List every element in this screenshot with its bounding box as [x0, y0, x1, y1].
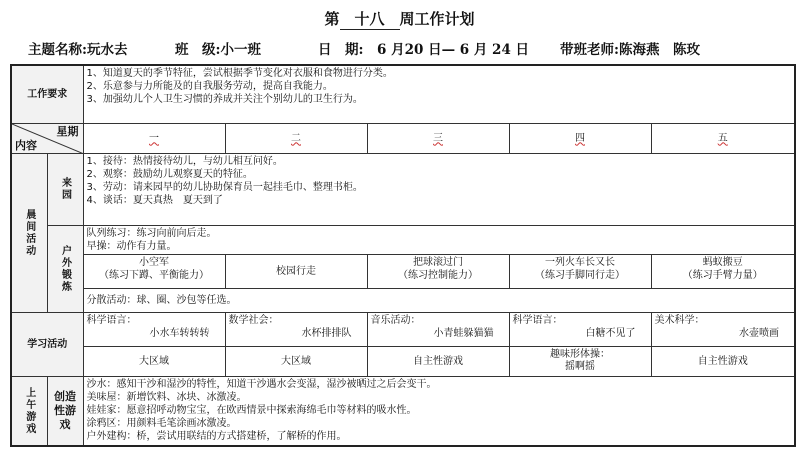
- outdoor-free-play: 分散活动：球、圈、沙包等任选。: [83, 288, 795, 312]
- week-number: 十八: [340, 8, 400, 30]
- game-item: 沙水：感知干沙和湿沙的特性，知道干沙遇水会变湿，湿沙被晒过之后会变干。: [86, 378, 437, 390]
- outdoor-activity: 蚂蚁搬豆 （练习手臂力量）: [651, 254, 795, 288]
- arrival-item: 4、谈话：夏天真热 夏天到了: [86, 194, 223, 206]
- morning-label: 晨间活动: [11, 153, 47, 312]
- corner-cell: [11, 123, 83, 153]
- study-lesson: 科学语言： 白糖不见了: [509, 312, 651, 346]
- weekday-header-row: [11, 123, 795, 153]
- outdoor-free-row: [11, 288, 795, 312]
- games-label: 上午游戏: [11, 376, 47, 446]
- outdoor-activities-row: [11, 254, 795, 288]
- plan-title: [0, 8, 799, 30]
- outdoor-activity: 一列火车长又长 （练习手脚同行走）: [509, 254, 651, 288]
- arrival-item: 3、劳动：请来园早的幼儿协助保育员一起挂毛巾、整理书柜。: [86, 181, 363, 193]
- game-item: 户外建构：桥，尝试用联结的方式搭建桥，了解桥的作用。: [86, 430, 347, 442]
- outdoor-activity: 小空军 （练习下蹲、平衡能力）: [83, 254, 225, 288]
- date-value: 6 月20 日— 6 月 24 日: [376, 42, 530, 58]
- date-field: 日 期: 6 月20 日— 6 月 24 日: [318, 42, 530, 58]
- day-thursday: 四: [509, 123, 651, 153]
- outdoor-drill: 队列练习：练习向前向后走。 早操：动作有力量。: [83, 225, 795, 254]
- study-label: 学习活动: [11, 312, 83, 376]
- study-area: 大区域: [225, 346, 367, 376]
- game-item: 娃娃家：愿意招呼动物宝宝，在欧西情景中探索海绵毛巾等材料的吸水性。: [86, 404, 417, 416]
- requirements-label: 工作要求: [11, 65, 83, 123]
- creative-games-label: 创造性游戏: [47, 376, 83, 446]
- arrival-row: [11, 153, 795, 225]
- study-lesson: 科学语言： 小水车转转转: [83, 312, 225, 346]
- class-value: 小一班: [220, 42, 261, 58]
- title-prefix: 第: [324, 10, 340, 28]
- study-lesson: 数学社会： 水杯排排队: [225, 312, 367, 346]
- theme-field: 主题名称:玩水去: [28, 42, 128, 58]
- study-lesson: 音乐活动： 小青蛙躲猫猫: [367, 312, 509, 346]
- day-monday: 一: [83, 123, 225, 153]
- study-area: 趣味形体操： 摇啊摇: [509, 346, 651, 376]
- requirement-item: 1、知道夏天的季节特征，尝试根据季节变化对衣服和食物进行分类。: [86, 68, 393, 79]
- games-content: [83, 376, 795, 446]
- weekly-plan-table: [10, 64, 796, 447]
- study-area: 自主性游戏: [651, 346, 795, 376]
- games-row: [11, 376, 795, 446]
- requirement-item: 2、乐意参与力所能及的自我服务劳动，提高自我能力。: [86, 81, 333, 92]
- teacher-names: 陈海燕 陈玫: [618, 42, 700, 58]
- outdoor-drill-row: [11, 225, 795, 254]
- arrival-item: 1、接待：热情接待幼儿，与幼儿相互问好。: [86, 155, 283, 167]
- day-tuesday: 二: [225, 123, 367, 153]
- corner-content-label: 内容: [15, 138, 37, 152]
- requirements-content: [83, 65, 795, 123]
- outdoor-activity: 校园行走: [225, 254, 367, 288]
- study-areas-row: [11, 346, 795, 376]
- game-item: 美味屋：新增饮料、冰块、冰激凌。: [86, 391, 247, 403]
- arrival-content: [83, 153, 795, 225]
- title-suffix: 周工作计划: [399, 10, 475, 28]
- study-area: 大区域: [83, 346, 225, 376]
- arrival-label: 来园: [47, 153, 83, 225]
- requirement-item: 3、加强幼儿个人卫生习惯的养成并关注个别幼儿的卫生行为。: [86, 94, 363, 105]
- arrival-item: 2、观察：鼓励幼儿观察夏天的特征。: [86, 168, 253, 180]
- day-friday: 五: [651, 123, 795, 153]
- study-lessons-row: [11, 312, 795, 346]
- outdoor-activity: 把球滚过门 （练习控制能力）: [367, 254, 509, 288]
- day-wednesday: 三: [367, 123, 509, 153]
- game-item: 涂鸦区：用颜料毛笔涂画冰激凌。: [86, 417, 237, 429]
- corner-weekday-label: 星期: [56, 124, 79, 138]
- study-area: 自主性游戏: [367, 346, 509, 376]
- outdoor-label: 户外锻炼: [47, 225, 83, 312]
- teacher-field: 带班老师:陈海燕 陈玫: [560, 42, 700, 58]
- class-field: 班 级:小一班: [175, 42, 261, 58]
- theme-value: 玩水去: [86, 42, 128, 58]
- requirements-row: [11, 65, 795, 123]
- study-lesson: 美术科学： 水壶喷画: [651, 312, 795, 346]
